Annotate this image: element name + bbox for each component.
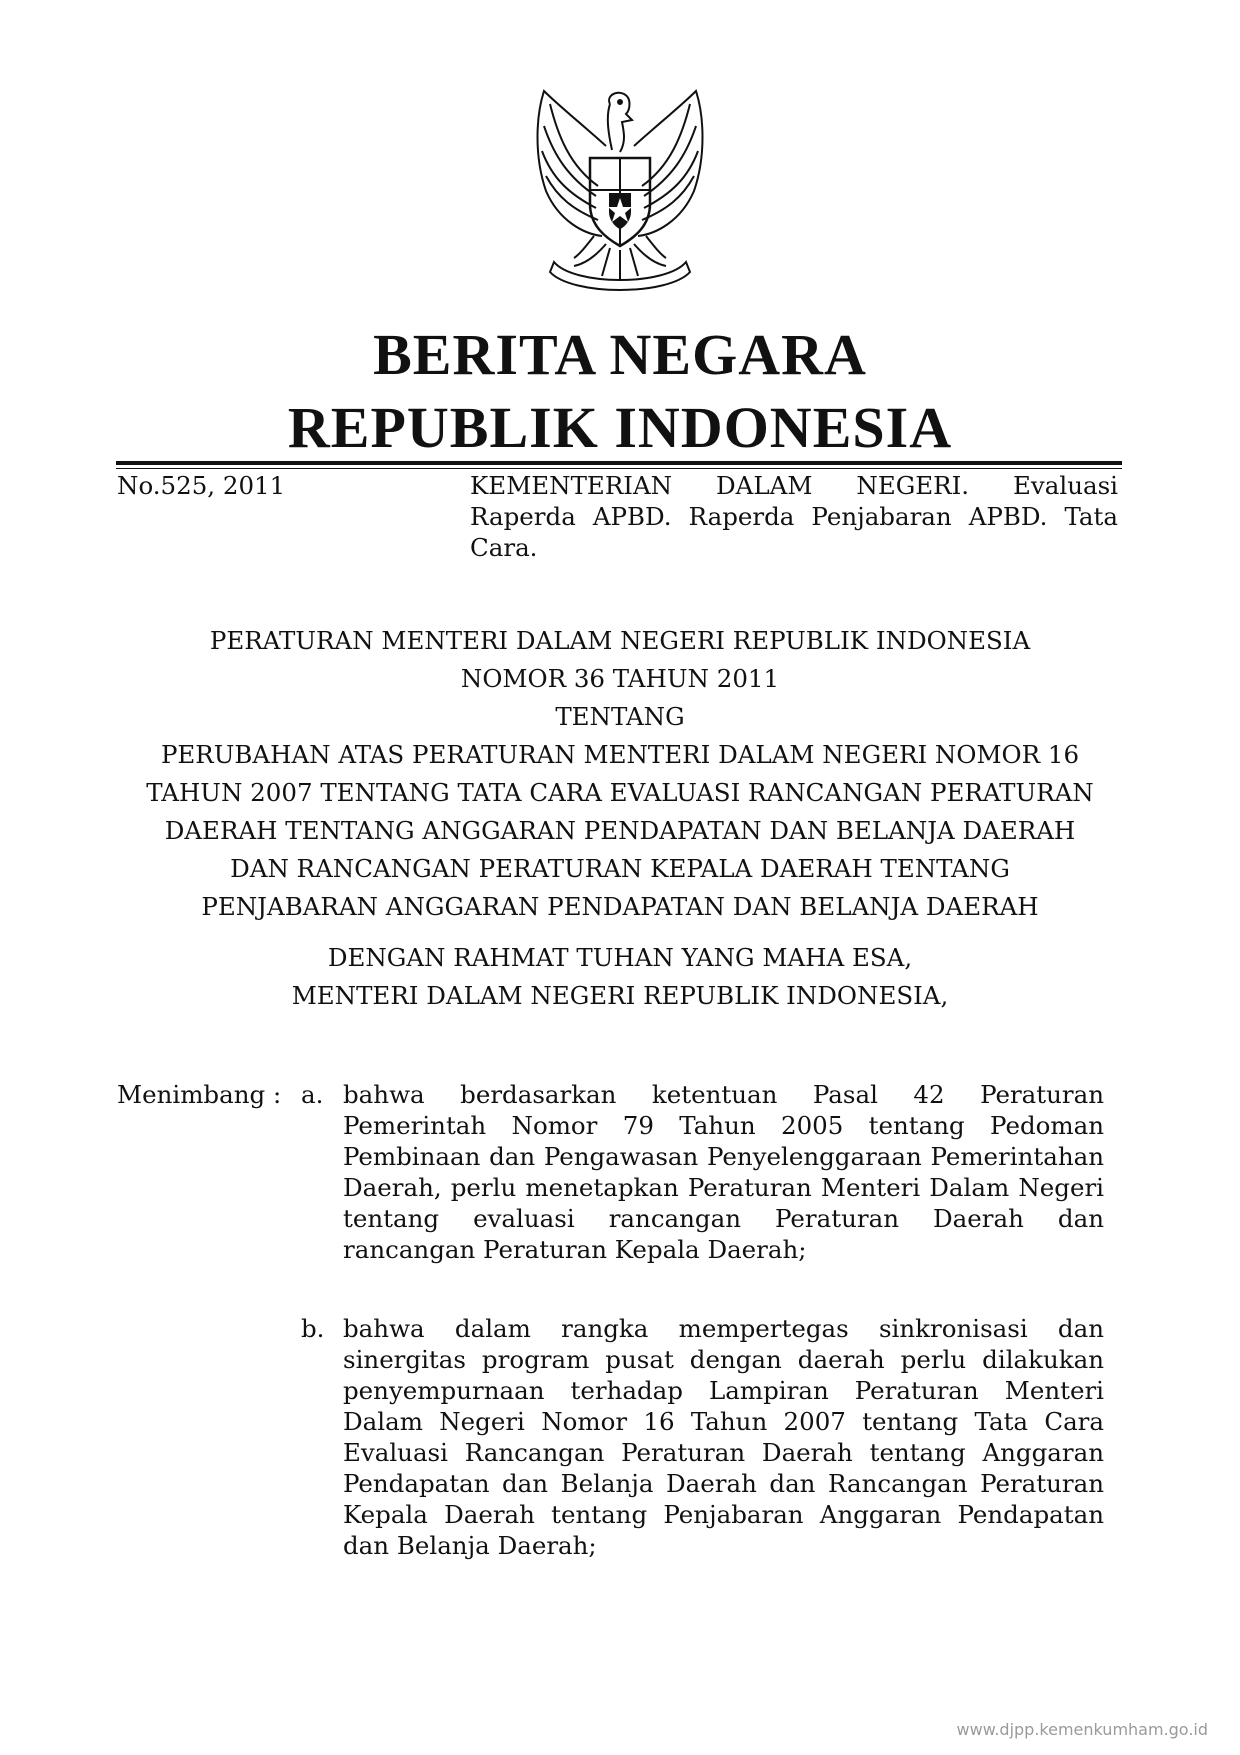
opening-line: DENGAN RAHMAT TUHAN YANG MAHA ESA, — [327, 943, 913, 972]
item-text: bahwa dalam rangka mempertegas sinkronisasi dan sinergitas program pusat dengan daerah perlu dilakukan penyempurnaan terhadap Lampiran Peraturan Menteri Dalam Negeri Nomor 16 Tahun 2007 tentang Tata Cara Evaluasi Rancangan Peraturan Daerah tentang Anggaran Pendapatan dan Belanja Daerah dan Rancangan Peraturan Kepala Daerah tentang Penjabaran Anggaran Pendapatan dan Belanja Daerah; — [343, 1314, 1104, 1560]
masthead-divider-thin — [116, 468, 1122, 469]
regulation-title-line: TAHUN 2007 TENTANG TATA CARA EVALUASI RANCANGAN PERATURAN — [146, 778, 1094, 807]
regulation-title-line: DAERAH TENTANG ANGGARAN PENDAPATAN DAN BELANJA DAERAH — [164, 816, 1076, 845]
issue-number: No.525, 2011 — [117, 471, 286, 500]
item-marker: b. — [301, 1314, 325, 1343]
issue-description: KEMENTERIAN DALAM NEGERI. Evaluasi Raperda APBD. Raperda Penjabaran APBD. Tata Cara. — [470, 471, 1118, 562]
footer-url: www.djpp.kemenkumham.go.id — [956, 1720, 1208, 1739]
masthead-divider-thick — [116, 461, 1122, 465]
considerations-label: Menimbang : — [117, 1080, 282, 1109]
regulation-title-line: PENJABARAN ANGGARAN PENDAPATAN DAN BELANJA DAERAH — [201, 892, 1039, 921]
opening-formula — [110, 939, 1130, 1015]
garuda-emblem-icon — [514, 86, 726, 298]
masthead-title-line2: REPUBLIK INDONESIA — [287, 395, 953, 460]
opening-line: MENTERI DALAM NEGERI REPUBLIK INDONESIA, — [291, 981, 949, 1010]
masthead-title-line1: BERITA NEGARA — [373, 322, 867, 387]
regulation-title — [110, 622, 1130, 926]
regulation-title-line: TENTANG — [555, 702, 685, 731]
regulation-title-line: NOMOR 36 TAHUN 2011 — [460, 664, 780, 693]
item-marker: a. — [301, 1080, 324, 1109]
regulation-title-line: DAN RANCANGAN PERATURAN KEPALA DAERAH TENTANG — [230, 854, 1010, 883]
item-text: bahwa berdasarkan ketentuan Pasal 42 Peraturan Pemerintah Nomor 79 Tahun 2005 tentang Pedoman Pembinaan dan Pengawasan Penyelenggaraan Pemerintahan Daerah, perlu menetapkan Peraturan Menteri Dalam Negeri tentang evaluasi rancangan Peraturan Daerah dan rancangan Peraturan Kepala Daerah; — [343, 1080, 1104, 1264]
regulation-title-line: PERATURAN MENTERI DALAM NEGERI REPUBLIK INDONESIA — [209, 626, 1031, 655]
regulation-title-line: PERUBAHAN ATAS PERATURAN MENTERI DALAM NEGERI NOMOR 16 — [160, 740, 1080, 769]
